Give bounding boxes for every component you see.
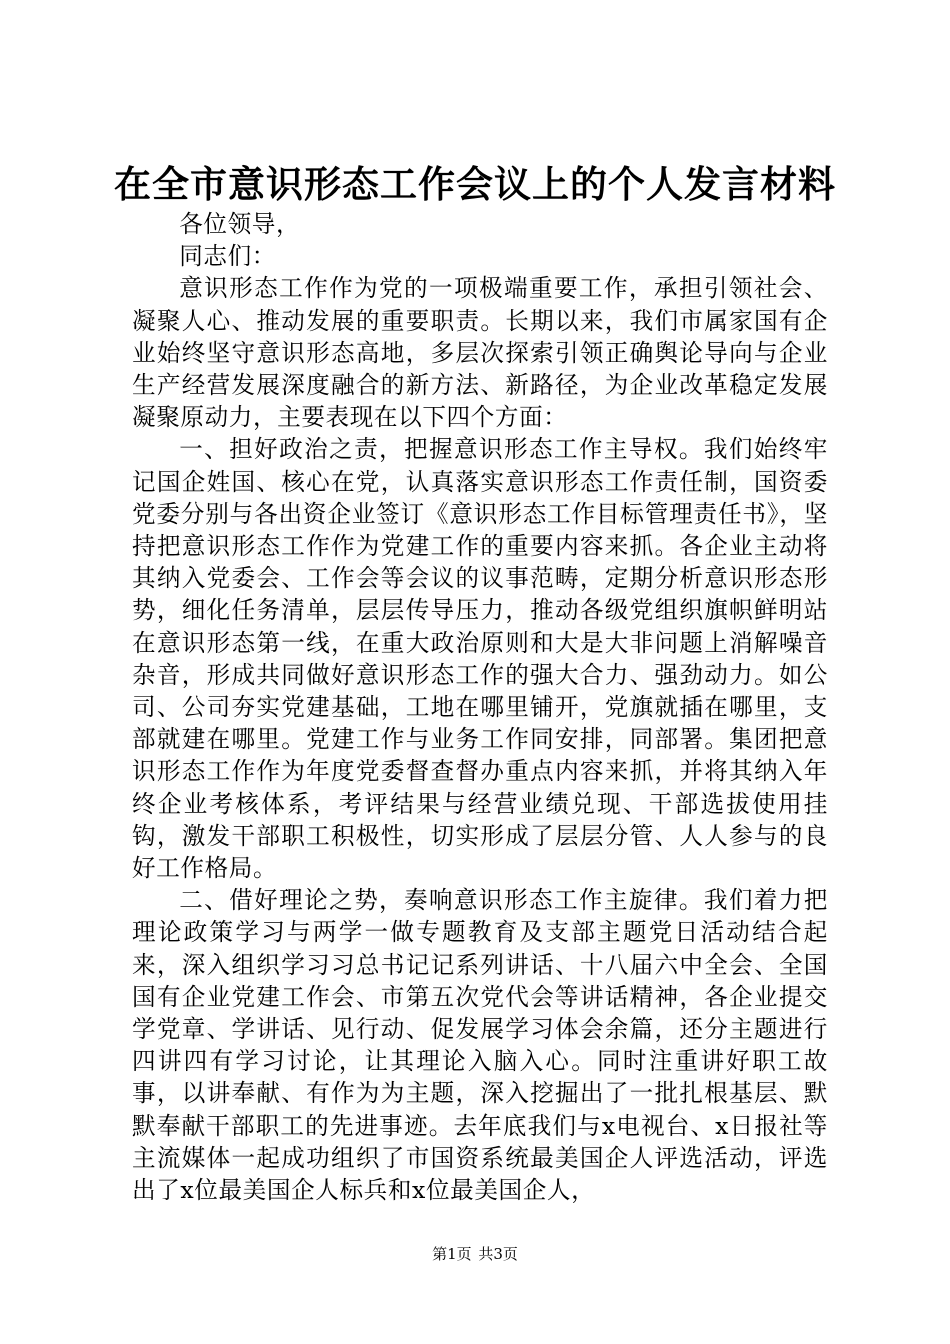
paragraph-intro: 意识形态工作作为党的一项极端重要工作，承担引领社会、凝聚人心、推动发展的重要职责。长期以来，我们市属家国有企业始终坚守意识形态高地，多层次探索引领正确舆论导向与企业生产经营发展深度融合的新方法、新路径，为企业改革稳定发展凝聚原动力，主要表现在以下四个方面： bbox=[132, 274, 828, 432]
paragraph-section-one: 一、担好政治之责，把握意识形态工作主导权。我们始终牢记国企姓国、核心在党，认真落实意识形态工作责任制，国资委党委分别与各出资企业签订《意识形态工作目标管理责任书》，坚持把意识形态工作作为党建工作的重要内容来抓。各企业主动将其纳入党委会、工作会等会议的议事范畴，定期分析意识形态形势，细化任务清单，层层传导压力，推动各级党组织旗帜鲜明站在意识形态第一线，在重大政治原则和大是大非问题上消解噪音杂音，形成共同做好意识形态工作的强大合力、强劲动力。如公司、公司夯实党建基础，工地在哪里铺开，党旗就插在哪里，支部就建在哪里。党建工作与业务工作同安排，同部署。集团把意识形态工作作为年度党委督查督办重点内容来抓，并将其纳入年终企业考核体系，考评结果与经营业绩兑现、干部选拔使用挂钩，激发干部职工积极性，切实形成了层层分管、人人参与的良好工作格局。 bbox=[132, 435, 828, 883]
document-title: 在全市意识形态工作会议上的个人发言材料 bbox=[114, 162, 836, 206]
document-body bbox=[132, 208, 828, 1206]
paragraph-section-two: 二、借好理论之势，奏响意识形态工作主旋律。我们着力把理论政策学习与两学一做专题教育及支部主题党日活动结合起来，深入组织学习习总书记记系列讲话、十八届六中全会、全国国有企业党建工作会、市第五次党代会等讲话精神，各企业提交学党章、学讲话、见行动、促发展学习体会余篇，还分主题进行四讲四有学习讨论，让其理论入脑入心。同时注重讲好职工故事，以讲奉献、有作为为主题，深入挖掘出了一批扎根基层、默默奉献干部职工的先进事迹。去年底我们与x电视台、x日报社等主流媒体一起成功组织了市国资系统最美国企人评选活动，评选出了x位最美国企人标兵和x位最美国企人， bbox=[132, 886, 828, 1205]
salutation-leaders: 各位领导， bbox=[179, 210, 301, 238]
page-footer: 第1页 共3页 bbox=[432, 1245, 518, 1263]
salutation-comrades: 同志们： bbox=[179, 242, 276, 271]
